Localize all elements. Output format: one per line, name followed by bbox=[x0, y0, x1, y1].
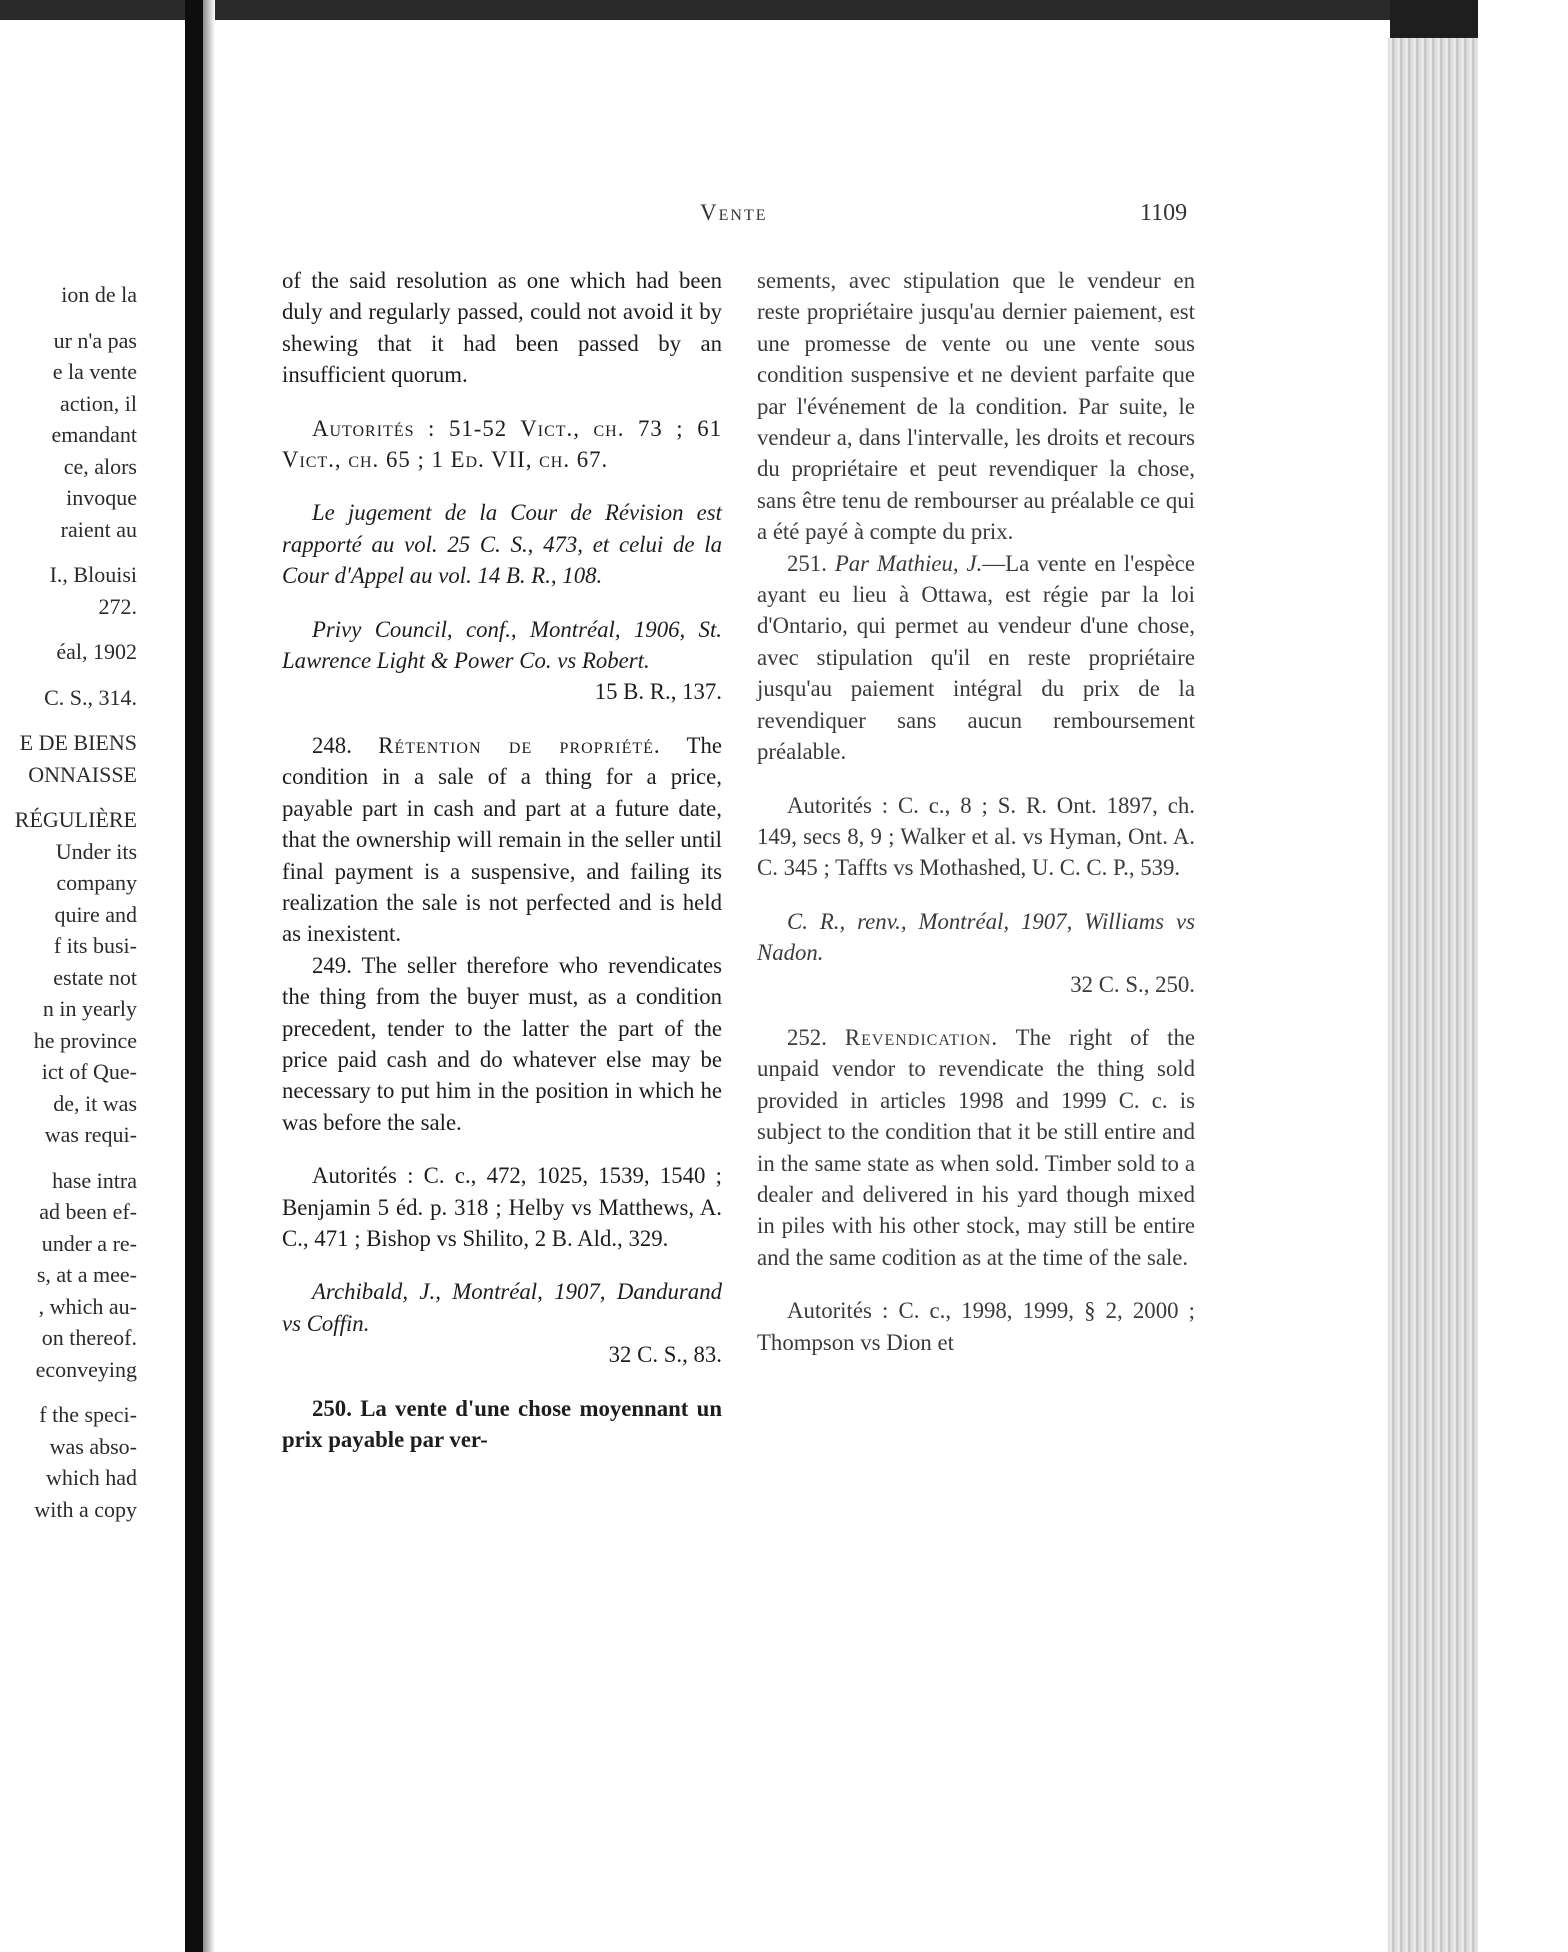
facing-page-line: I., Blouisi bbox=[49, 562, 137, 587]
facing-page-line: emandant bbox=[51, 422, 137, 447]
citation-reference: 15 B. R., 137. bbox=[594, 679, 722, 705]
facing-page-line: n in yearly bbox=[42, 996, 137, 1021]
section-number: 248. bbox=[312, 732, 352, 758]
citation-williams: C. R., renv., Montréal, 1907, Williams vs Nadon. bbox=[757, 908, 1195, 966]
section-text: The condition in a sale of a thing for a price, payable part in cash and part at a future date, that the ownership will remain in the seller until final payment is a suspensive, and failing its realization the sale is not perfected and is held as inexistent. bbox=[282, 732, 722, 947]
citation-reference: 32 C. S., 83. bbox=[608, 1342, 722, 1368]
facing-page-line: econveying bbox=[35, 1356, 137, 1382]
facing-page-line: ad been ef- bbox=[39, 1199, 137, 1224]
section-251 bbox=[757, 548, 1195, 768]
facing-page-line: C. S., 314. bbox=[44, 684, 137, 710]
section-text: The seller therefore who revendicates the thing from the buyer must, as a condition precedent, tender to the latter the part of the price paid cash and do whatever else may be necessary to put him in the position in which he was before the sale. bbox=[282, 952, 722, 1135]
citation-reference: 32 C. S., 250. bbox=[1070, 971, 1195, 997]
facing-page-line: ce, alors bbox=[63, 453, 137, 479]
facing-page-line: éal, 1902 bbox=[56, 639, 137, 664]
section-text: —La vente en l'espèce ayant eu lieu à Ottawa, est régie par la loi d'Ontario, qui permet au vendeur d'une chose, avec stipulation qu'il en reste propriétaire jusqu'au paiement intégral du prix de la revendiquer sans aucun remboursement préalable. bbox=[757, 550, 1195, 765]
facing-page-line: f its busi- bbox=[53, 933, 137, 958]
facing-page-fragment bbox=[0, 20, 185, 1952]
section-number: 251. bbox=[787, 550, 827, 576]
left-column bbox=[282, 265, 722, 1455]
facing-page-line: which had bbox=[45, 1465, 137, 1490]
paragraph-continuation: sements, avec stipulation que le vendeur en reste propriétaire jusqu'au dernier paiement, est une promesse de vente ou une vente sous condition suspensive et ne devient parfaite que par l'événement de la condition. Par suite, le vendeur a, dans l'intervalle, les droits et recours du propriétaire et peut revendiquer la chose, sans être tenu de rembourser au préalable ce qui a été payé à compte du prix. bbox=[757, 268, 1196, 545]
facing-page-line: action, il bbox=[60, 390, 137, 416]
facing-page-line: Under its bbox=[55, 838, 137, 864]
facing-page-line: on thereof. bbox=[41, 1325, 137, 1350]
scan-border-right bbox=[1478, 0, 1568, 1952]
authorities-1: Autorités : C. c., 8 ; S. R. Ont. 1897, ch. 149, secs 8, 9 ; Walker et al. vs Hyman, Ont. A. C. 345 ; Taffts vs Mothashed, U. C. C. P., 539. bbox=[757, 792, 1195, 881]
note-judgment: Le jugement de la Cour de Révision est rapporté au vol. 25 C. S., 473, et celui de la Cour d'Appel au vol. 14 B. R., 108. bbox=[282, 500, 722, 589]
authorities-text: Autorités : 51-52 Vict., ch. 73 ; 61 Vict., ch. 65 ; 1 Ed. VII, ch. 67. bbox=[282, 415, 722, 473]
authorities-2: Autorités : C. c., 472, 1025, 1539, 1540 ; Benjamin 5 éd. p. 318 ; Helby vs Matthews, A. C., 471 ; Bishop vs Shilito, 2 B. Ald., 329. bbox=[282, 1163, 722, 1251]
facing-page-line: raient au bbox=[60, 516, 137, 542]
facing-page-line: with a copy bbox=[34, 1496, 137, 1522]
authorities-2: Autorités : C. c., 1998, 1999, § 2, 2000 ; Thompson vs Dion et bbox=[757, 1298, 1195, 1355]
right-column bbox=[757, 265, 1195, 1358]
citation-privy-council: Privy Council, conf., Montréal, 1906, St. Lawrence Light & Power Co. vs Robert. bbox=[282, 616, 722, 674]
running-head: Vente bbox=[700, 200, 768, 225]
section-249 bbox=[282, 950, 722, 1138]
facing-page-line: RÉGULIÈRE bbox=[14, 807, 137, 832]
facing-page-line: under a re- bbox=[41, 1230, 137, 1256]
facing-page-line: was requi- bbox=[44, 1122, 137, 1147]
facing-page-line: company bbox=[56, 870, 137, 895]
facing-page-line: he province bbox=[33, 1027, 137, 1053]
section-text: La vente d'une chose moyennant un prix payable par ver- bbox=[282, 1395, 723, 1452]
book-spine bbox=[185, 0, 203, 1952]
facing-page-line: E DE BIENS bbox=[19, 730, 137, 755]
spine-shadow bbox=[203, 0, 215, 1952]
facing-page-line: invoque bbox=[66, 485, 137, 510]
facing-page-line: ONNAISSE bbox=[28, 761, 137, 787]
facing-page-line: , which au- bbox=[38, 1293, 137, 1319]
facing-page-line: ur n'a pas bbox=[53, 327, 137, 353]
section-title: Revendication. bbox=[844, 1024, 999, 1050]
page-number: 1109 bbox=[1140, 200, 1188, 226]
facing-page-line: ion de la bbox=[61, 282, 137, 307]
facing-page-line: f the speci- bbox=[39, 1402, 137, 1427]
judge-name: Par Mathieu, J. bbox=[834, 550, 983, 576]
facing-page-line: e la vente bbox=[52, 359, 137, 384]
section-number: 249. bbox=[312, 952, 352, 978]
scan-border-top bbox=[0, 0, 1568, 20]
paragraph-continuation: of the said resolution as one which had been duly and regularly passed, could not avoid it by shewing that it had been passed by an insufficient quorum. bbox=[282, 268, 722, 388]
facing-page-line: de, it was bbox=[53, 1090, 137, 1116]
section-number: 252. bbox=[787, 1024, 827, 1050]
citation-archibald: Archibald, J., Montréal, 1907, Dandurand vs Coffin. bbox=[282, 1279, 722, 1336]
facing-page-line: quire and bbox=[54, 901, 137, 927]
page-stack-edge bbox=[1388, 38, 1483, 1952]
facing-page-line: 272. bbox=[98, 593, 137, 619]
facing-page-line: hase intra bbox=[52, 1167, 137, 1193]
section-title: Rétention de propriété. bbox=[378, 732, 661, 758]
facing-page-line: was abso- bbox=[49, 1433, 137, 1459]
facing-page-line: ict of Que- bbox=[41, 1059, 137, 1084]
section-248 bbox=[282, 730, 722, 950]
section-text: The right of the unpaid vendor to revendicate the thing sold provided in articles 1998 and 1999 C. c. is subject to the condition that it be still entire and in the same state as when sold. Timber sold to a dealer and delivered in his yard though mixed in piles with his other stock, may still be entire and the same codition as at the time of the sale. bbox=[757, 1024, 1196, 1270]
facing-page-line: s, at a mee- bbox=[36, 1262, 137, 1287]
facing-page-line: estate not bbox=[53, 964, 137, 990]
authorities-1 bbox=[282, 413, 722, 476]
section-250 bbox=[282, 1393, 722, 1456]
section-number: 250. bbox=[312, 1395, 352, 1421]
section-252 bbox=[757, 1022, 1195, 1273]
